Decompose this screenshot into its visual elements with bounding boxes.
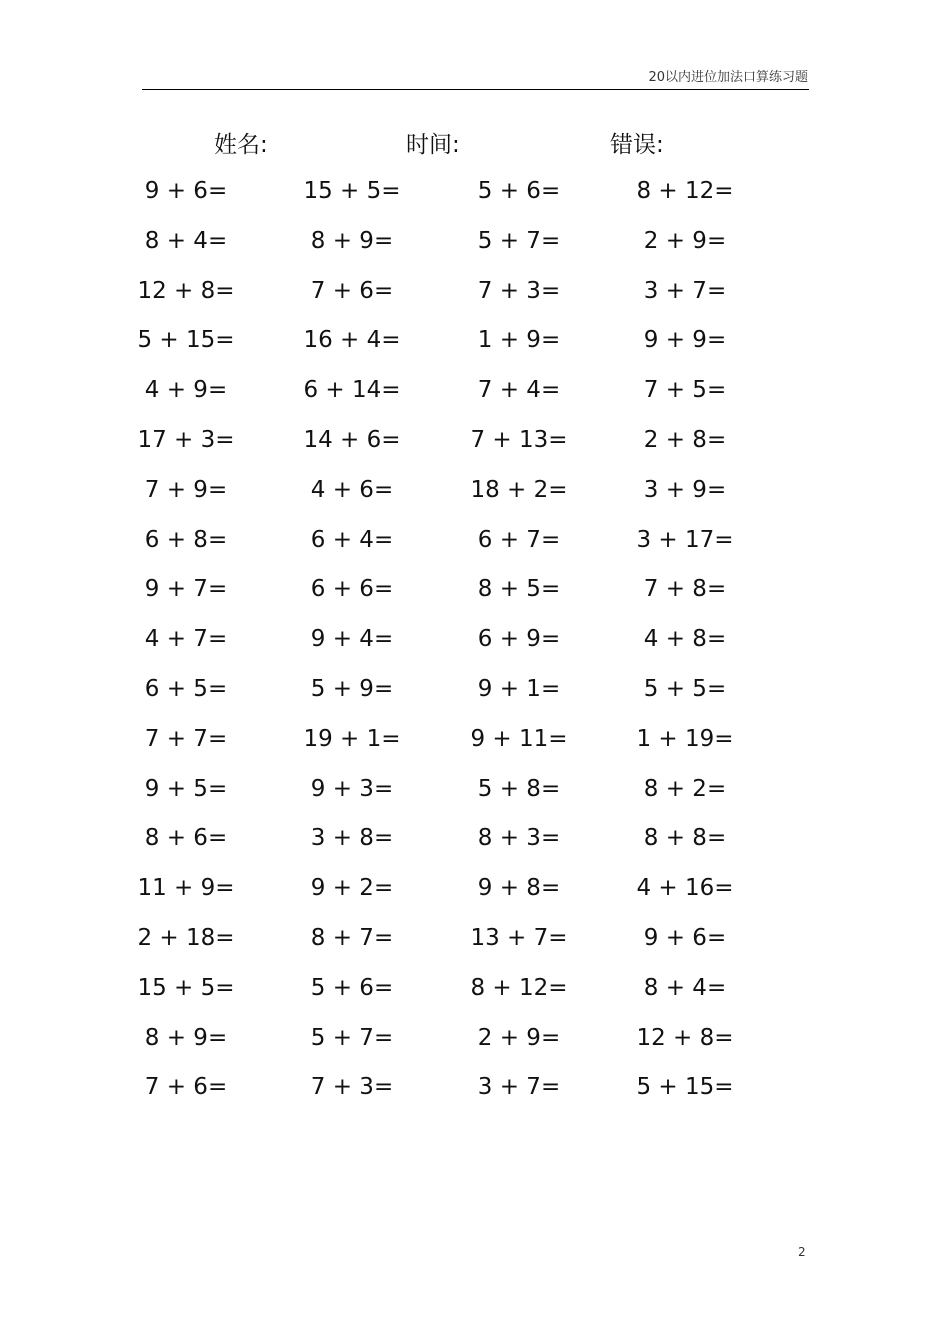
problem-item: 16 + 4= <box>303 327 401 354</box>
problem-item: 8 + 8= <box>643 825 727 852</box>
problem-item: 4 + 9= <box>144 377 228 404</box>
problem-item: 1 + 9= <box>477 327 561 354</box>
problem-item: 5 + 5= <box>643 676 727 702</box>
problem-item: 5 + 7= <box>310 1024 394 1051</box>
problem-item: 15 + 5= <box>303 178 401 204</box>
page-number: 2 <box>798 1245 806 1259</box>
problem-item: 5 + 8= <box>477 775 561 802</box>
problem-item: 7 + 6= <box>310 277 394 304</box>
problem-item: 8 + 2= <box>643 775 727 802</box>
problem-item: 5 + 15= <box>137 327 235 354</box>
problem-item: 17 + 3= <box>137 427 235 453</box>
errors-label: 错误: <box>610 132 664 158</box>
problem-item: 6 + 9= <box>477 626 561 653</box>
problem-item: 6 + 14= <box>303 377 401 404</box>
problem-item: 9 + 7= <box>144 576 228 603</box>
problem-item: 7 + 3= <box>477 277 561 304</box>
problem-item: 6 + 8= <box>144 526 228 553</box>
problem-item: 3 + 7= <box>643 277 727 304</box>
problem-item: 7 + 8= <box>643 576 727 603</box>
problem-item: 2 + 18= <box>137 925 235 951</box>
problem-item: 9 + 5= <box>144 775 228 802</box>
problem-item: 4 + 7= <box>144 626 228 653</box>
problem-item: 6 + 4= <box>310 526 394 553</box>
problem-item: 7 + 9= <box>144 476 228 503</box>
problem-item: 4 + 16= <box>636 875 734 902</box>
problem-item: 12 + 8= <box>137 277 235 304</box>
problem-item: 9 + 11= <box>470 725 568 752</box>
problem-item: 7 + 5= <box>643 377 727 404</box>
problem-item: 8 + 9= <box>310 227 394 254</box>
problem-item: 7 + 7= <box>144 725 228 752</box>
time-label: 时间: <box>406 132 460 158</box>
problem-item: 12 + 8= <box>636 1024 734 1051</box>
problem-item: 8 + 6= <box>144 825 228 852</box>
problem-item: 8 + 5= <box>477 576 561 603</box>
problem-item: 7 + 6= <box>144 1074 228 1101</box>
document-header-title: 20以内进位加法口算练习题 <box>648 70 808 85</box>
problem-item: 8 + 9= <box>144 1024 228 1051</box>
problem-item: 15 + 5= <box>137 974 235 1001</box>
problem-item: 2 + 9= <box>477 1024 561 1051</box>
problem-item: 5 + 15= <box>636 1074 734 1101</box>
problem-item: 2 + 8= <box>643 427 727 453</box>
problem-item: 5 + 7= <box>477 227 561 254</box>
problem-item: 13 + 7= <box>470 925 568 951</box>
problem-item: 3 + 17= <box>636 526 734 553</box>
problem-item: 9 + 9= <box>643 327 727 354</box>
problem-item: 11 + 9= <box>137 875 235 902</box>
problem-item: 9 + 8= <box>477 875 561 902</box>
problem-item: 3 + 9= <box>643 476 727 503</box>
problem-item: 5 + 6= <box>477 178 561 204</box>
problem-item: 3 + 7= <box>477 1074 561 1101</box>
problem-item: 5 + 6= <box>310 974 394 1001</box>
problem-item: 4 + 6= <box>310 476 394 503</box>
problem-item: 7 + 4= <box>477 377 561 404</box>
problem-item: 14 + 6= <box>303 427 401 453</box>
problem-item: 19 + 1= <box>303 725 401 752</box>
problem-item: 8 + 3= <box>477 825 561 852</box>
problem-item: 5 + 9= <box>310 676 394 702</box>
problem-item: 6 + 5= <box>144 676 228 702</box>
problem-item: 2 + 9= <box>643 227 727 254</box>
problem-item: 1 + 19= <box>636 725 734 752</box>
problem-item: 9 + 3= <box>310 775 394 802</box>
problem-item: 8 + 7= <box>310 925 394 951</box>
problem-item: 7 + 3= <box>310 1074 394 1101</box>
problem-item: 6 + 7= <box>477 526 561 553</box>
problem-item: 8 + 4= <box>144 227 228 254</box>
name-label: 姓名: <box>214 132 268 158</box>
problem-item: 7 + 13= <box>470 427 568 453</box>
problem-item: 6 + 6= <box>310 576 394 603</box>
problem-item: 3 + 8= <box>310 825 394 852</box>
problem-item: 8 + 12= <box>636 178 734 204</box>
problem-item: 9 + 6= <box>643 925 727 951</box>
problem-item: 4 + 8= <box>643 626 727 653</box>
problem-item: 18 + 2= <box>470 476 568 503</box>
problem-item: 9 + 1= <box>477 676 561 702</box>
problem-item: 9 + 4= <box>310 626 394 653</box>
problem-item: 9 + 2= <box>310 875 394 902</box>
problem-item: 8 + 12= <box>470 974 568 1001</box>
problem-item: 9 + 6= <box>144 178 228 204</box>
problem-item: 8 + 4= <box>643 974 727 1001</box>
